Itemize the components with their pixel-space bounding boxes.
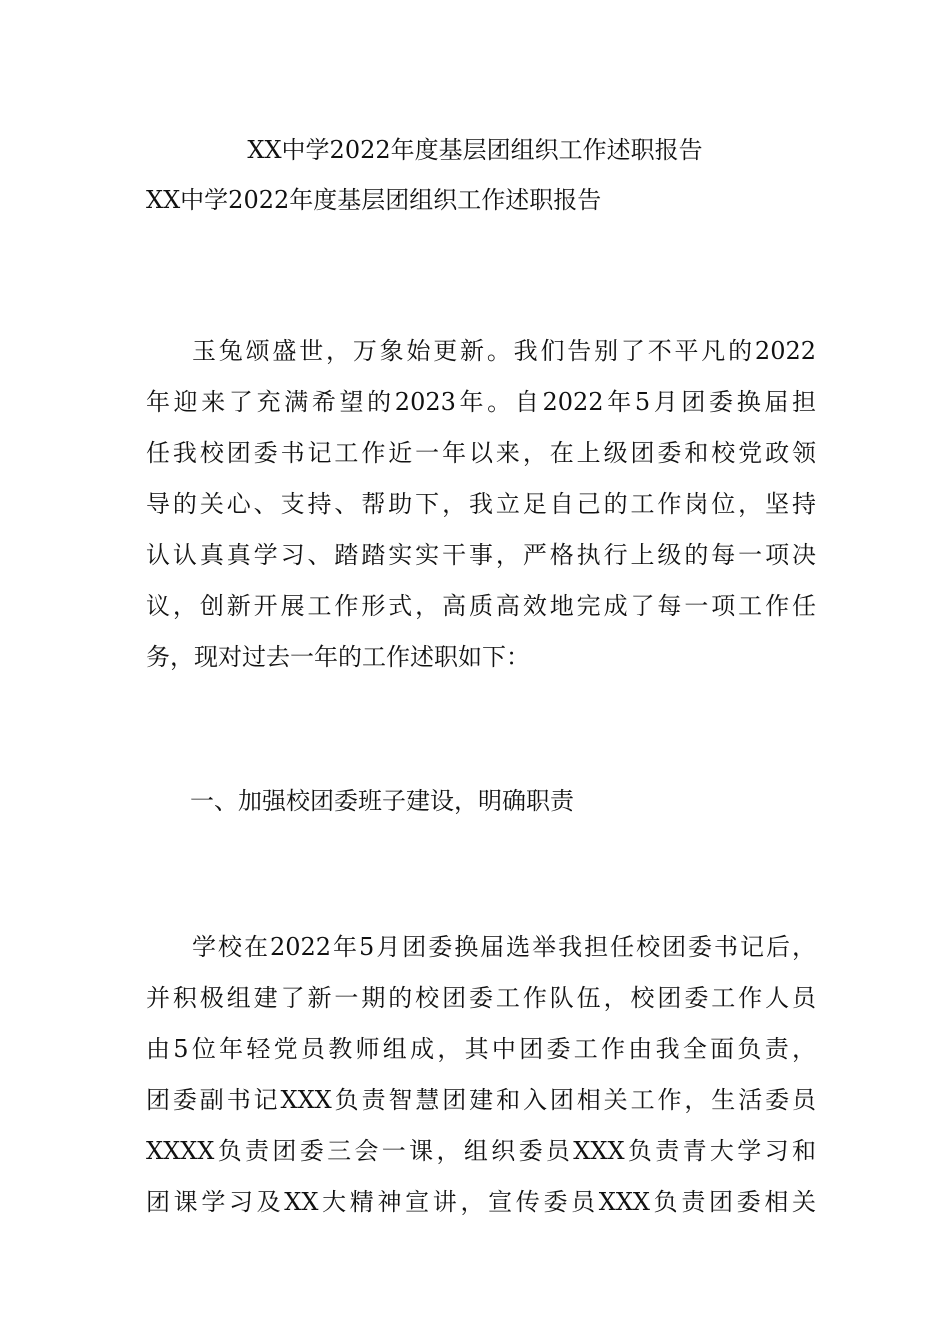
section-1-line: 团课学习及XX大精神宣讲，宣传委员XXX负责团委相关 [146, 1188, 816, 1216]
section-1-line: 并积极组建了新一期的校团委工作队伍，校团委工作人员 [146, 984, 816, 1012]
section-1-line: 学校在2022年5月团委换届选举我担任校团委书记后， [192, 933, 816, 961]
intro-line: 务，现对过去一年的工作述职如下： [146, 643, 530, 671]
section-1-line: XXXX负责团委三会一课，组织委员XXX负责青大学习和 [146, 1137, 816, 1165]
section-1-paragraph [146, 922, 816, 1228]
intro-line: 认认真真学习、踏踏实实干事，严格执行上级的每一项决 [146, 541, 816, 569]
intro-line: 玉兔颂盛世，万象始更新。我们告别了不平凡的2022 [192, 337, 816, 365]
section-heading-1: 一、加强校团委班子建设，明确职责 [190, 787, 574, 815]
document-title-centered: XX中学2022年度基层团组织工作述职报告 [247, 136, 703, 164]
intro-line: 年迎来了充满希望的2023年。自2022年5月团委换届担 [146, 388, 816, 416]
intro-line: 导的关心、支持、帮助下，我立足自己的工作岗位，坚持 [146, 490, 816, 518]
document-title-left: XX中学2022年度基层团组织工作述职报告 [146, 186, 602, 214]
intro-line: 议，创新开展工作形式，高质高效地完成了每一项工作任 [146, 592, 816, 620]
intro-paragraph [146, 326, 816, 683]
section-1-line: 由5位年轻党员教师组成，其中团委工作由我全面负责， [146, 1035, 816, 1063]
section-1-line: 团委副书记XXX负责智慧团建和入团相关工作，生活委员 [146, 1086, 816, 1114]
intro-line: 任我校团委书记工作近一年以来，在上级团委和校党政领 [146, 439, 816, 467]
